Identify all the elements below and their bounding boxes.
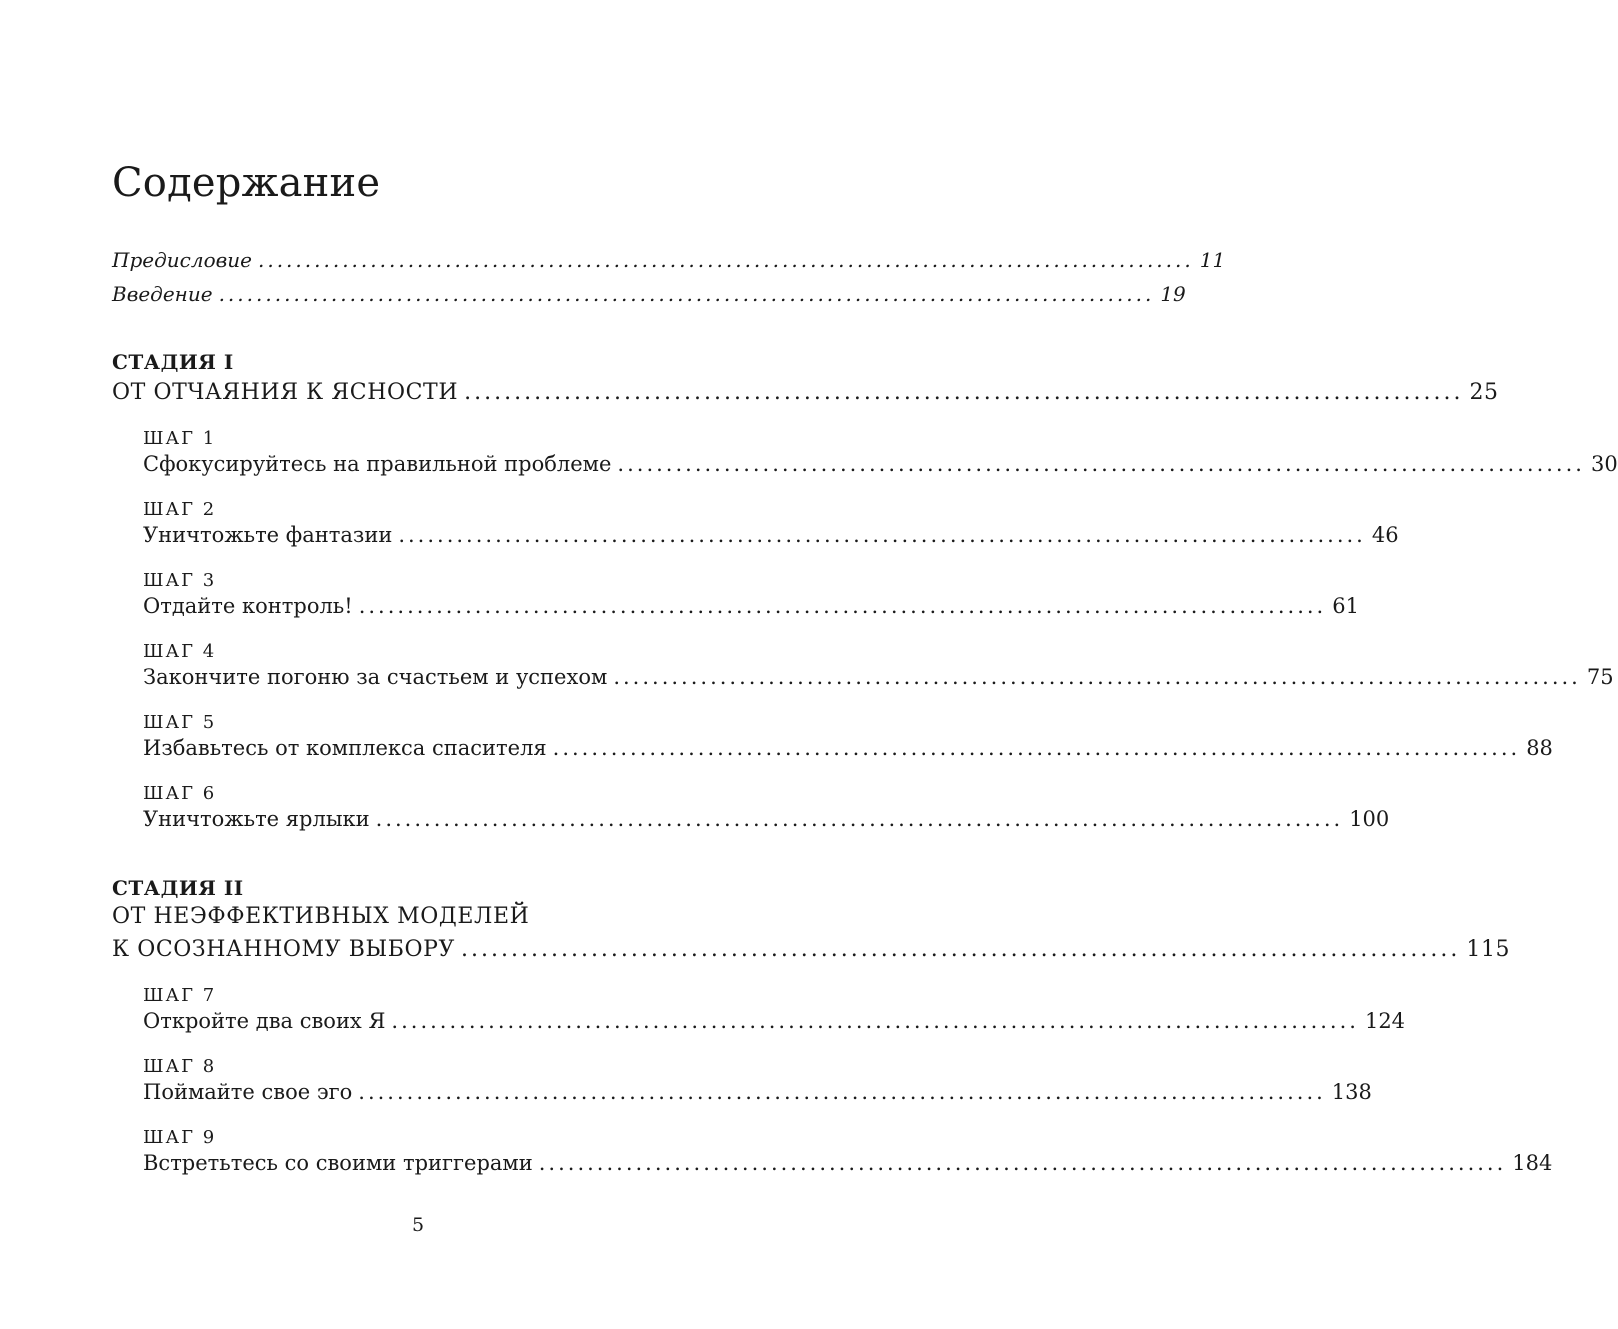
dot-leader: .................................................................................................... <box>391 1009 1359 1033</box>
step-title: Откройте два своих Я <box>143 1009 386 1033</box>
stage-title-line <box>112 937 1511 962</box>
stage-heading: СТАДИЯ II <box>112 876 244 900</box>
step-page: 124 <box>1364 1009 1406 1033</box>
step-title: Отдайте контроль! <box>143 594 353 618</box>
dot-leader: .................................................................................................... <box>375 807 1344 831</box>
dot-leader: .................................................................................................... <box>358 1080 1326 1104</box>
step-title: Закончите погоню за счастьем и успехом <box>143 665 608 689</box>
toc-entry-page: 19 <box>1160 282 1186 306</box>
step-title: Сфокусируйтесь на правильной проблеме <box>143 452 612 476</box>
dot-leader: .................................................................................................... <box>358 594 1327 618</box>
step-entry <box>143 736 1553 760</box>
step-page: 88 <box>1526 736 1553 760</box>
toc-entry-label: Введение <box>112 282 213 306</box>
dot-leader: .................................................................................................... <box>613 665 1581 689</box>
stage-page: 25 <box>1469 380 1499 405</box>
step-label: ШАГ 1 <box>143 428 217 449</box>
step-label: ШАГ 4 <box>143 641 217 662</box>
toc-entry-introduction <box>112 282 1186 306</box>
stage-title: ОТ НЕЭФФЕКТИВНЫХ МОДЕЛЕЙ <box>112 904 530 929</box>
toc-entry-preface <box>112 248 1226 272</box>
step-page: 138 <box>1331 1080 1372 1104</box>
step-label: ШАГ 7 <box>143 985 217 1006</box>
dot-leader: .................................................................................................... <box>461 937 1461 962</box>
dot-leader: .................................................................................................... <box>538 1151 1507 1175</box>
page-number: 5 <box>411 1214 425 1236</box>
dot-leader: .................................................................................................... <box>552 736 1521 760</box>
toc-entry-page: 11 <box>1199 248 1226 272</box>
step-title: Встретьтесь со своими триггерами <box>143 1151 533 1175</box>
step-page: 46 <box>1371 523 1399 547</box>
step-page: 100 <box>1349 807 1390 831</box>
dot-leader: .................................................................................................... <box>617 452 1585 476</box>
step-page: 30 <box>1590 452 1618 476</box>
step-label: ШАГ 5 <box>143 712 217 733</box>
dot-leader: .................................................................................................... <box>257 248 1194 272</box>
step-title: Уничтожьте ярлыки <box>143 807 370 831</box>
page-title: Содержание <box>112 160 381 206</box>
step-entry <box>143 1151 1553 1175</box>
step-title: Уничтожьте фантазии <box>143 523 393 547</box>
step-page: 184 <box>1512 1151 1553 1175</box>
step-label: ШАГ 9 <box>143 1127 217 1148</box>
step-title: Избавьтесь от комплекса спасителя <box>143 736 547 760</box>
stage-title: ОТ ОТЧАЯНИЯ К ЯСНОСТИ <box>112 380 459 405</box>
stage-title-line <box>112 904 720 929</box>
step-entry <box>143 807 1390 831</box>
stage-page: 115 <box>1466 937 1511 962</box>
dot-leader: .................................................................................................... <box>464 380 1464 405</box>
step-entry <box>143 523 1399 547</box>
step-entry <box>143 594 1359 618</box>
step-label: ШАГ 2 <box>143 499 217 520</box>
step-entry <box>143 1080 1372 1104</box>
stage-heading: СТАДИЯ I <box>112 350 234 374</box>
step-entry <box>143 1009 1406 1033</box>
stage-title-line <box>112 380 1499 405</box>
dot-leader: .................................................................................................... <box>398 523 1366 547</box>
stage-title: К ОСОЗНАННОМУ ВЫБОРУ <box>112 937 456 962</box>
step-entry <box>143 452 1618 476</box>
step-label: ШАГ 3 <box>143 570 217 591</box>
dot-leader: .................................................................................................... <box>218 282 1155 306</box>
step-page: 61 <box>1332 594 1359 618</box>
step-title: Поймайте свое эго <box>143 1080 353 1104</box>
step-entry <box>143 665 1614 689</box>
step-label: ШАГ 6 <box>143 783 217 804</box>
toc-entry-label: Предисловие <box>112 248 252 272</box>
step-label: ШАГ 8 <box>143 1056 217 1077</box>
step-page: 75 <box>1586 665 1614 689</box>
